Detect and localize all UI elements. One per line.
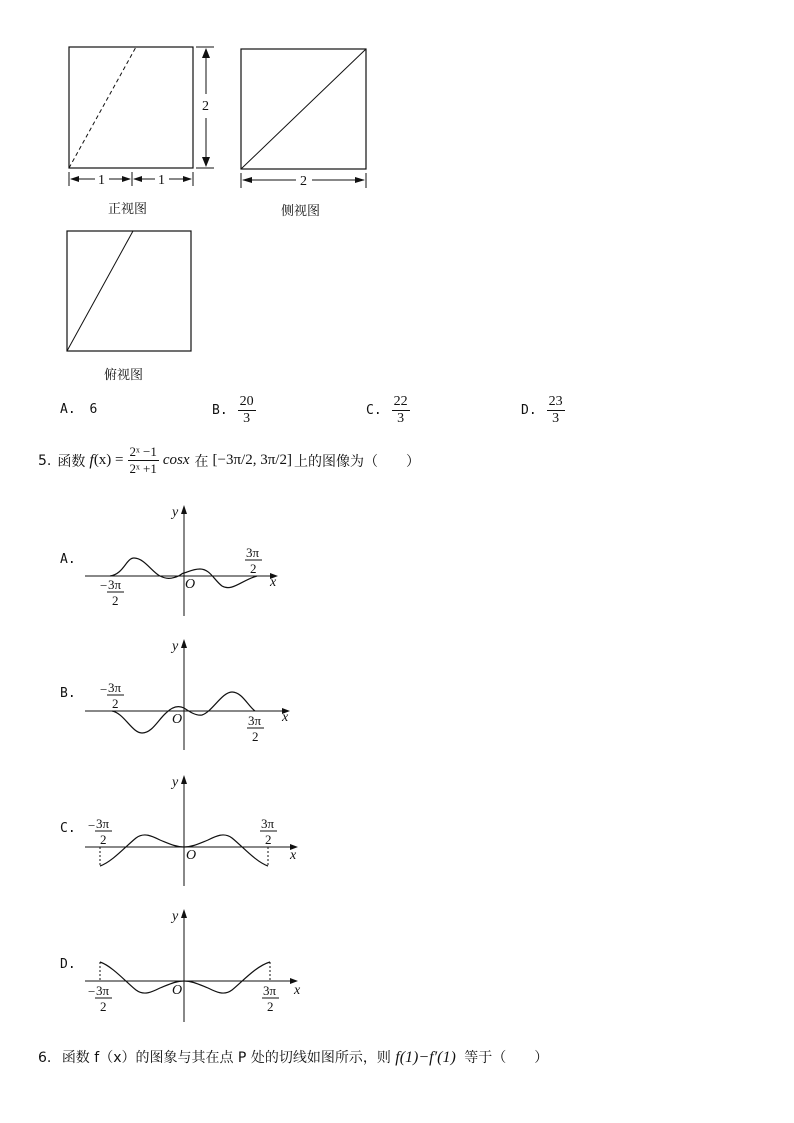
neg-tick-num: 3π xyxy=(108,680,122,695)
q5-graph-b[interactable] xyxy=(80,634,310,754)
q5-option-c-label[interactable]: C. xyxy=(60,821,76,836)
q5-fname: f xyxy=(89,451,94,469)
question-number: 6. xyxy=(38,1050,52,1066)
x-axis-label: x xyxy=(270,575,277,590)
q5-interval: [−3π/2, 3π/2] xyxy=(212,452,292,468)
q5-suffix: 上的图像为（ ） xyxy=(293,453,420,470)
q5-stem xyxy=(38,444,420,477)
q5-cos: cosx xyxy=(162,452,190,468)
fraction-numerator: 23 xyxy=(548,394,563,409)
q5-option-b-label[interactable]: B. xyxy=(60,686,76,701)
neg-minus: − xyxy=(100,682,108,697)
q4-option-c[interactable] xyxy=(366,394,414,427)
origin-label: O xyxy=(172,983,183,998)
option-fraction xyxy=(547,394,565,427)
pos-tick-den: 2 xyxy=(267,999,274,1014)
origin-label: O xyxy=(185,577,196,592)
option-label: B. xyxy=(212,403,228,418)
neg-minus: − xyxy=(100,578,108,593)
fraction-numerator: 2ˣ −1 xyxy=(129,444,157,459)
neg-tick-num: 3π xyxy=(96,983,110,998)
q4-option-d[interactable] xyxy=(521,394,569,427)
neg-tick-den: 2 xyxy=(100,999,107,1014)
q5-graph-a[interactable] xyxy=(80,500,300,620)
q5-fraction xyxy=(128,444,159,477)
fraction-denominator: 2ˣ +1 xyxy=(129,461,157,476)
side-view-caption: 侧视图 xyxy=(281,204,321,219)
q5-graph-c[interactable] xyxy=(80,770,310,890)
pos-tick-den: 2 xyxy=(265,832,272,847)
q5-prefix: 函数 xyxy=(57,453,86,470)
pos-tick-num: 3π xyxy=(263,983,277,998)
y-axis-label: y xyxy=(172,639,179,654)
pos-tick-den: 2 xyxy=(252,729,259,744)
front-height-dim: 2 xyxy=(202,99,209,114)
neg-minus: − xyxy=(88,818,96,833)
side-view xyxy=(241,49,366,189)
fraction-denominator: 3 xyxy=(243,411,251,426)
q4-option-a[interactable] xyxy=(60,402,97,417)
y-axis-label: y xyxy=(172,775,179,790)
neg-tick-num: 3π xyxy=(96,816,110,831)
pos-tick-num: 3π xyxy=(248,713,262,728)
pos-tick-den: 2 xyxy=(250,561,257,576)
front-width-dim-2: 1 xyxy=(158,173,165,188)
neg-tick-num: 3π xyxy=(108,577,122,592)
option-fraction xyxy=(238,394,256,427)
x-axis-label: x xyxy=(282,710,289,725)
q5-option-d-label[interactable]: D. xyxy=(60,957,76,972)
pos-tick-num: 3π xyxy=(246,545,260,560)
neg-tick-den: 2 xyxy=(112,696,119,711)
front-view-caption: 正视图 xyxy=(108,202,148,217)
top-view-caption: 俯视图 xyxy=(104,368,144,383)
q5-arg: (x) = xyxy=(93,452,124,468)
y-axis-label: y xyxy=(172,505,179,520)
pos-tick-num: 3π xyxy=(261,816,275,831)
q6-suffix: 等于（ ） xyxy=(464,1050,549,1066)
three-views-figure xyxy=(0,0,794,390)
option-label: A. xyxy=(60,402,76,417)
q6-stem xyxy=(38,1047,548,1067)
origin-label: O xyxy=(172,712,183,727)
origin-label: O xyxy=(186,848,197,863)
side-width-dim: 2 xyxy=(300,174,307,189)
question-number: 5. xyxy=(38,452,52,469)
y-axis-label: y xyxy=(172,909,179,924)
q5-option-a-label[interactable]: A. xyxy=(60,552,76,567)
option-fraction xyxy=(392,394,410,427)
x-axis-label: x xyxy=(294,983,301,998)
neg-minus: − xyxy=(88,984,96,999)
neg-tick-den: 2 xyxy=(112,593,119,608)
front-view xyxy=(69,47,214,188)
fraction-numerator: 20 xyxy=(239,394,254,409)
option-label: D. xyxy=(521,403,537,418)
q4-option-b[interactable] xyxy=(212,394,260,427)
q6-text: 函数 f（x）的图象与其在点 P 处的切线如图所示，则 xyxy=(61,1050,391,1066)
top-view xyxy=(67,231,191,351)
q6-expr: f(1)−f′(1) xyxy=(395,1049,456,1066)
x-axis-label: x xyxy=(290,848,297,863)
neg-tick-den: 2 xyxy=(100,832,107,847)
option-label: C. xyxy=(366,403,382,418)
option-value: 6 xyxy=(89,402,98,417)
q5-in-word: 在 xyxy=(194,453,209,470)
front-width-dim-1: 1 xyxy=(98,173,105,188)
fraction-denominator: 3 xyxy=(397,411,405,426)
fraction-denominator: 3 xyxy=(552,411,560,426)
fraction-numerator: 22 xyxy=(393,394,408,409)
q5-graph-d[interactable] xyxy=(80,904,310,1026)
